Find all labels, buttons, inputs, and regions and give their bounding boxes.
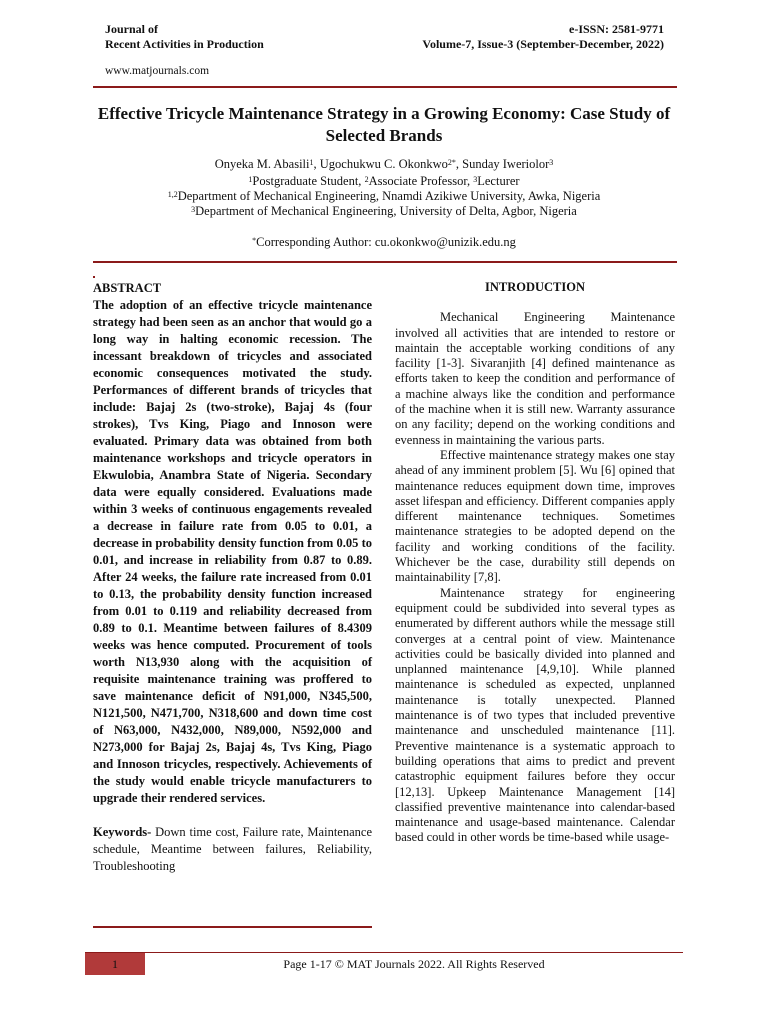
section-marker <box>93 276 95 278</box>
introduction-paragraph: Effective maintenance strategy makes one stay ahead of any imminent problem [5]. Wu [6] opined that maintenance reduces equipment down time, improves asset lifespan and efficiency. Different companies apply different maintenance techniques. Sometimes maintenance strategies to be adopted depend on the facility and working conditions of the facility. Whichever be the case, durability still depends on maintainability [7,8]. <box>395 447 675 585</box>
author-separator: , <box>313 157 320 171</box>
abstract-text: The adoption of an effective tricycle maintenance strategy had been seen as an anchor that would go a long way in halting economic recession. The incessant breakdown of tricycles and associated economic consequences motivated the study. Performances of different brands of tricycles that include: Bajaj 2s (two-stroke), Bajaj 4s (four strokes), Tvs King, Piago and Innoson were evaluated. Primary data was obtained from both maintenance workshops and tricycle operators in Ekwulobia, Anambra State of Nigeria. Secondary data were equally considered. Evaluations made within 3 weeks of continuous engagements revealed a decrease in failure rate from 0.05 to 0.01, a decrease in probability density function from 0.05 to 0.01, and increase in reliability from 0.87 to 0.89. After 24 weeks, the failure rate increased from 0.01 to 0.13, the probability density function increased from 0.01 to 0.119 and reliability decreased from 0.89 to 0.1. Meantime between failures of 8.4309 weeks was hence computed. Procurement of tools worth N13,930 along with the acquisition of requisite maintenance training was proffered to save maintenance deficit of N91,000, N345,500, N121,500, N471,700, N318,600 and down time cost of N63,000, N432,000, N89,000, N592,000 and N273,000 for Bajaj 2s, Bajaj 4s, Tvs King, Piago and Innoson tricycles, respectively. Achievements of the study would enable tricycle manufacturers to upgrade their rendered services. <box>93 298 372 805</box>
role-mark: 2 <box>364 175 369 184</box>
abstract-rule <box>93 926 372 928</box>
keywords-text: Down time cost, Failure rate, Maintenance schedule, Meantime between failures, Reliability, Troubleshooting <box>93 825 372 873</box>
affiliation-text: Department of Mechanical Engineering, Nnamdi Azikiwe University, Awka, Nigeria <box>177 189 601 203</box>
abstract-section <box>93 280 372 875</box>
corresponding-author <box>95 235 673 250</box>
journal-line-2: Recent Activities in Production <box>105 37 264 51</box>
author-name: Sunday Iweriolor <box>462 157 550 171</box>
journal-line-1: Journal of <box>105 22 159 36</box>
affiliation-mark: 1,2 <box>167 190 178 199</box>
role-text: Postgraduate Student, <box>252 174 365 188</box>
page-number: 1 <box>85 953 145 975</box>
introduction-paragraph: Mechanical Engineering Maintenance involved all activities that are intended to restore or maintain the acceptable working conditions of any facility [1-3]. Sivaranjith [4] defined maintenance as efforts taken to keep the condition and performance of a machine always like the condition and performance of the machine when it is still new. Warranty assurance on any facility; depend on the working conditions and evenness in maintaining the various parts. <box>395 310 675 447</box>
author-list <box>95 157 673 172</box>
issue-info <box>422 22 664 52</box>
author-mark: 2* <box>447 158 456 167</box>
affiliation-mark: 3 <box>191 205 196 214</box>
author-name: Ugochukwu C. Okonkwo <box>319 157 448 171</box>
header-rule <box>93 86 677 88</box>
journal-name <box>105 22 264 52</box>
affiliation-1 <box>95 189 673 204</box>
corresponding-text: Corresponding Author: cu.okonkwo@unizik.edu.ng <box>256 235 516 249</box>
keywords-label: Keywords- <box>93 825 152 839</box>
author-separator: , <box>455 157 463 171</box>
author-mark: 3 <box>549 158 554 167</box>
author-name: Onyeka M. Abasili <box>214 157 310 171</box>
affiliation-2 <box>95 204 673 219</box>
paper-title: Effective Tricycle Maintenance Strategy in a Growing Economy: Case Study of Selected Brands <box>97 104 671 145</box>
issn: e-ISSN: 2581-9771 <box>569 22 664 36</box>
keywords <box>93 824 372 875</box>
affiliation-text: Department of Mechanical Engineering, University of Delta, Agbor, Nigeria <box>195 204 577 218</box>
author-roles <box>95 174 673 189</box>
introduction-section <box>395 280 675 846</box>
role-mark: 3 <box>473 175 478 184</box>
role-text: Lecturer <box>477 174 520 188</box>
abstract-heading: ABSTRACT <box>93 281 162 295</box>
footer-copyright: Page 1-17 © MAT Journals 2022. All Rights Reserved <box>283 957 545 971</box>
introduction-heading: INTRODUCTION <box>484 280 585 294</box>
role-mark: 1 <box>248 175 253 184</box>
author-mark: 1 <box>309 158 314 167</box>
corresponding-mark: * <box>252 236 257 245</box>
role-text: Associate Professor, <box>368 174 474 188</box>
introduction-paragraph: Maintenance strategy for engineering equipment could be subdivided into several types as enumerated by different authors while the message still converges at a central point of view. Maintenance activities could be basically divided into planned and unplanned maintenance [4,9,10]. While planned maintenance is scheduled as expected, unplanned maintenance is totally unexpected. Planned maintenance is of two types that included preventive maintenance and unscheduled maintenance [11]. Preventive maintenance is a systematic approach to building operations that aims to predict and prevent catastrophic equipment failures before they occur [12,13]. Upkeep Maintenance Management [14] classified preventive maintenance into calendar-based maintenance and usage-based maintenance. Calendar based could in other words be time-based while usage- <box>395 585 675 845</box>
volume-issue: Volume-7, Issue-3 (September-December, 2022) <box>422 37 664 51</box>
journal-website[interactable]: www.matjournals.com <box>105 65 210 77</box>
title-rule <box>93 261 677 263</box>
